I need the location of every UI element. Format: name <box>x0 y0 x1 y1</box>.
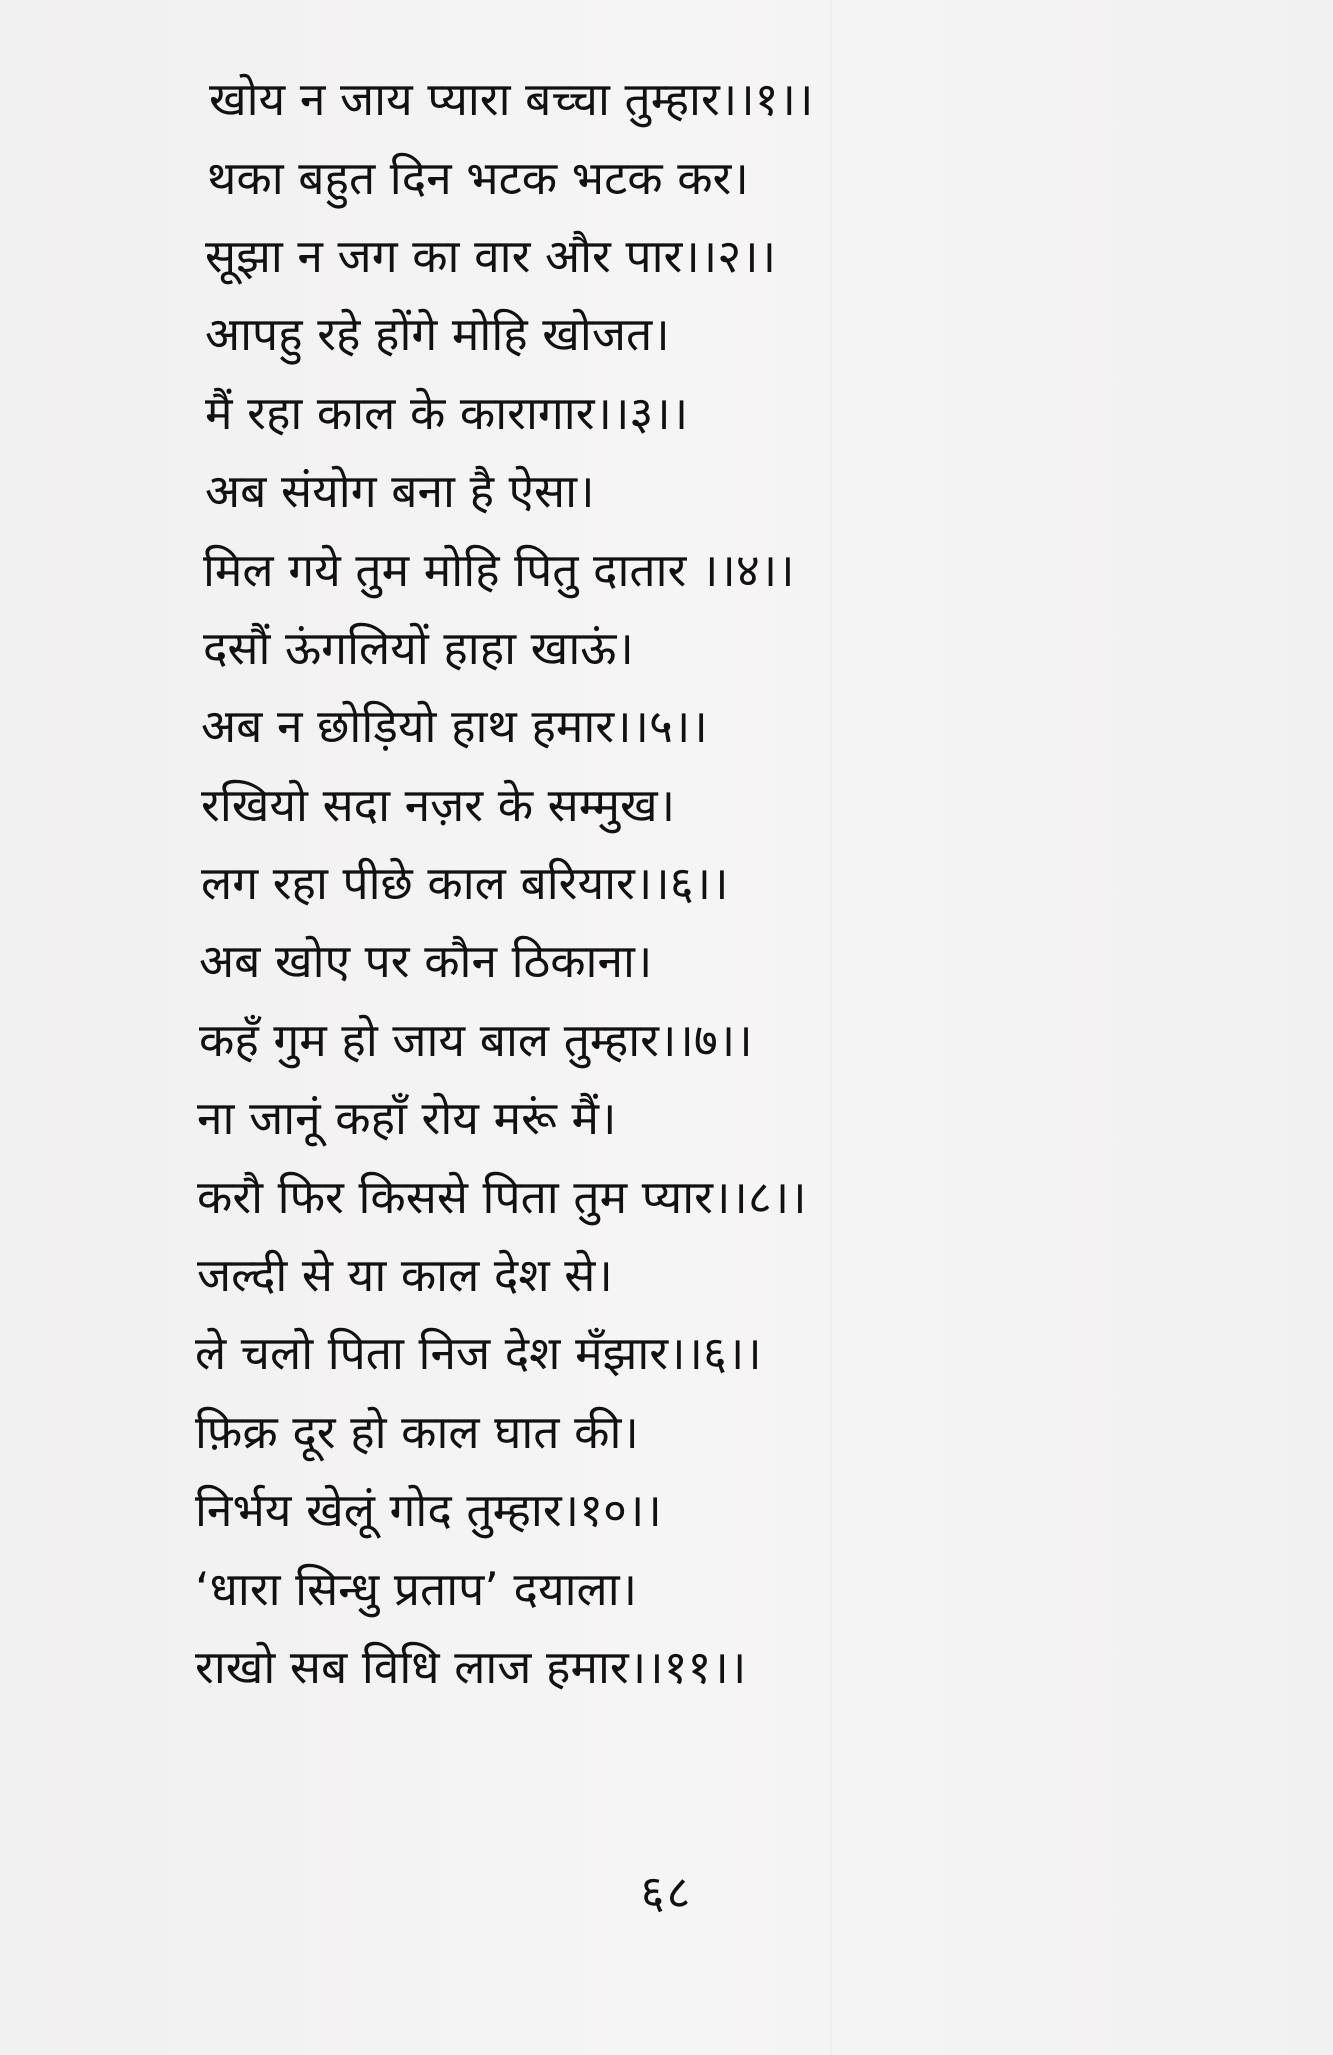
poem-block <box>195 60 1155 1706</box>
poem-line-15: करौ फिर किससे पिता तुम प्यार।।८।। <box>197 1169 807 1224</box>
poem-line-12: अब खोए पर कौन ठिकाना। <box>199 934 653 989</box>
poem-line-7: मिल गये तुम मोहि पितु दातार ।।४।। <box>203 542 795 597</box>
poem-line-16: जल्दी से या काल देश से। <box>197 1248 613 1303</box>
poem-line-13: कहँ गुम हो जाय बाल तुम्हार।।७।। <box>199 1012 753 1067</box>
page-number: ६८ <box>640 1865 693 1919</box>
poem-line-17: ले चलो पिता निज देश मँझार।।६।। <box>195 1326 762 1381</box>
poem-line-2: थका बहुत दिन भटक भटक कर। <box>207 150 749 205</box>
poem-line-3: सूझा न जग का वार और पार।।२।। <box>205 228 777 283</box>
poem-line-1: खोय न जाय प्यारा बच्चा तुम्हार।।१।। <box>209 72 814 127</box>
poem-line-9: अब न छोड़ियो हाथ हमार।।५।। <box>201 699 708 754</box>
poem-line-21: राखो सब विधि लाज हमार।।११।। <box>195 1640 747 1694</box>
poem-line-18: फ़िक्र दूर हो काल घात की। <box>195 1404 639 1459</box>
poem-line-8: दसौं ऊंगलियों हाहा खाऊं। <box>203 620 634 675</box>
poem-line-11: लग रहा पीछे काल बरियार।।६।। <box>201 856 729 911</box>
poem-line-14: ना जानूं कहाँ रोय मरूं मैं। <box>197 1091 617 1146</box>
poem-line-5: मैं रहा काल के कारागार।।३।। <box>205 385 689 440</box>
poem-line-6: अब संयोग बना है ऐसा। <box>205 464 595 519</box>
poem-line-10: रखियो सदा नज़र के सम्मुख। <box>201 777 676 832</box>
poem-line-20: ‘धारा सिन्धु प्रताप’ दयाला। <box>195 1561 638 1616</box>
poem-line-4: आपहु रहे होंगे मोहि खोजत। <box>205 307 670 362</box>
poem-line-19: निर्भय खेलूं गोद तुम्हार।१०।। <box>195 1483 662 1538</box>
